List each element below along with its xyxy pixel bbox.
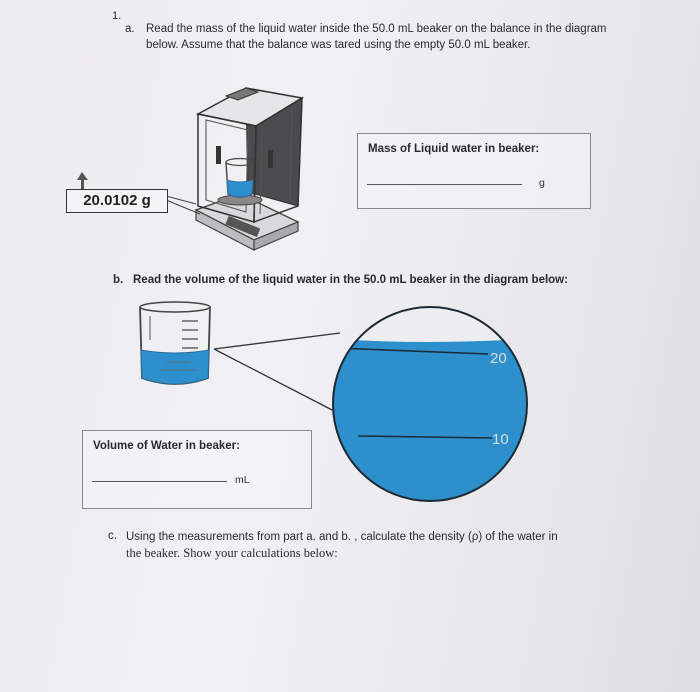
magnified-meniscus-view	[320, 307, 540, 510]
volume-answer-label: Volume of Water in beaker:	[93, 440, 240, 452]
part-c-letter: c.	[108, 530, 117, 542]
part-a-instructions: Read the mass of the liquid water inside the 50.0 mL beaker on the balance in the diagram below. Assume that the balance was tared using the empty 50.0 mL beaker.	[146, 23, 607, 51]
volume-answer-line[interactable]	[92, 481, 227, 482]
mass-answer-box	[357, 133, 591, 209]
volume-unit: mL	[235, 474, 250, 486]
mark-label-upper: 20	[490, 350, 507, 367]
part-b-letter: b.	[113, 274, 124, 286]
mass-unit: g	[539, 177, 545, 189]
part-c-instructions	[126, 528, 626, 561]
mass-answer-line[interactable]	[367, 184, 522, 185]
graduated-beaker-icon	[140, 302, 210, 384]
volume-answer-box	[82, 430, 312, 509]
question-number: 1.	[112, 10, 122, 22]
part-a-letter: a.	[125, 23, 135, 35]
analytical-balance-icon	[196, 88, 302, 250]
part-c-text-after-1: ) of the water in	[478, 531, 558, 543]
part-c-text-after-2: the beaker. Show your calculations below:	[126, 546, 338, 560]
mass-answer-label: Mass of Liquid water in beaker:	[368, 143, 540, 155]
density-symbol: ρ	[471, 531, 479, 543]
part-c-text-before: Using the measurements from part a. and b. , calculate the density (	[126, 531, 472, 543]
mark-label-lower: 10	[492, 431, 509, 448]
part-b-instructions: Read the volume of the liquid water in the 50.0 mL beaker in the diagram below:	[133, 274, 568, 286]
balance-readout: 20.0102 g	[66, 189, 168, 213]
